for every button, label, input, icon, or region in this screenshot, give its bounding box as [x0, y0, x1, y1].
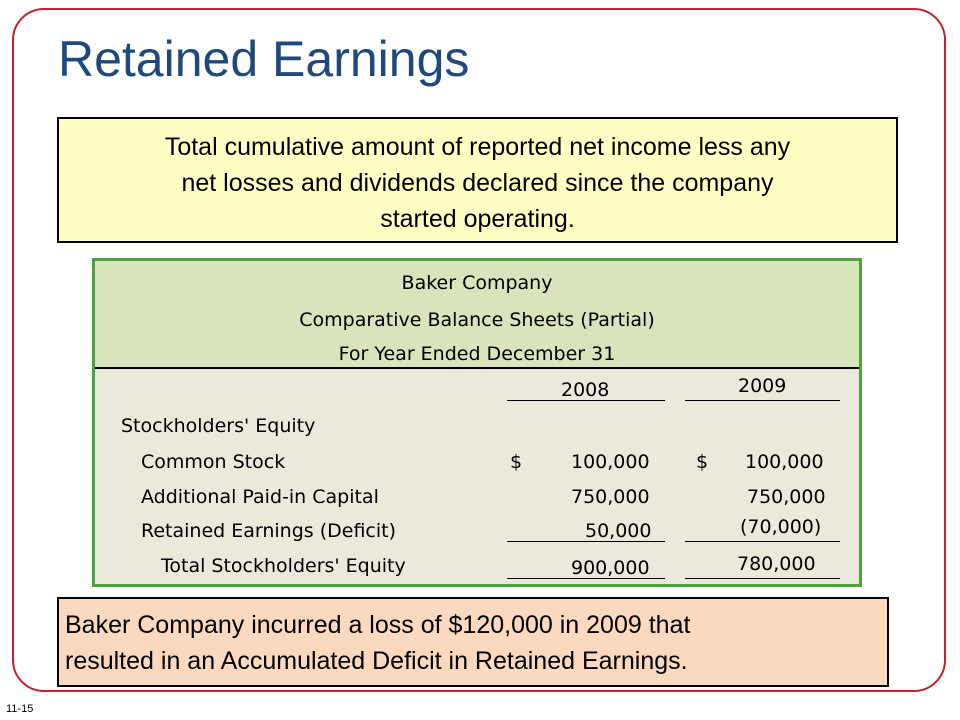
subtotal-underline-2009	[685, 541, 840, 542]
total-2008: 900,000	[571, 557, 650, 579]
apic-2008: 750,000	[571, 486, 650, 508]
note-line-1: Baker Company incurred a loss of $120,000 in 2009 that	[65, 611, 691, 639]
balance-sheet-table	[92, 258, 862, 587]
definition-line-1: Total cumulative amount of reported net income less any	[164, 133, 791, 161]
year-underline-2008	[507, 400, 665, 401]
subtotal-underline-2008	[507, 541, 665, 542]
common-stock-2008: 100,000	[571, 451, 650, 473]
note-box	[57, 597, 889, 687]
definition-line-2: net losses and dividends declared since the company	[181, 169, 774, 197]
statement-period: For Year Ended December 31	[338, 343, 616, 365]
total-underline-2009	[685, 578, 840, 579]
section-label: Stockholders' Equity	[121, 415, 316, 437]
definition-line-3: started operating.	[380, 205, 575, 233]
year-header-2008: 2008	[561, 379, 610, 401]
currency-2008: $	[510, 451, 523, 473]
row-label-common-stock: Common Stock	[141, 451, 286, 473]
page-number: 11-15	[6, 703, 34, 715]
total-2009: 780,000	[737, 553, 816, 575]
definition-box	[57, 117, 898, 243]
retained-earnings-2008: 50,000	[585, 520, 652, 542]
row-label-apic: Additional Paid-in Capital	[141, 486, 379, 508]
currency-2009: $	[696, 451, 709, 473]
total-underline-2008	[507, 578, 665, 579]
year-header-2009: 2009	[738, 375, 787, 397]
slide-title: Retained Earnings	[58, 31, 470, 87]
statement-title: Comparative Balance Sheets (Partial)	[299, 309, 655, 331]
row-label-retained-earnings: Retained Earnings (Deficit)	[141, 520, 397, 542]
table-header	[95, 261, 859, 369]
retained-earnings-2009: (70,000)	[740, 516, 822, 538]
common-stock-2009: 100,000	[745, 451, 824, 473]
row-label-total: Total Stockholders' Equity	[161, 555, 406, 577]
company-name: Baker Company	[401, 272, 553, 294]
note-line-2: resulted in an Accumulated Deficit in Retained Earnings.	[65, 647, 688, 675]
year-underline-2009	[685, 400, 840, 401]
apic-2009: 750,000	[747, 486, 826, 508]
